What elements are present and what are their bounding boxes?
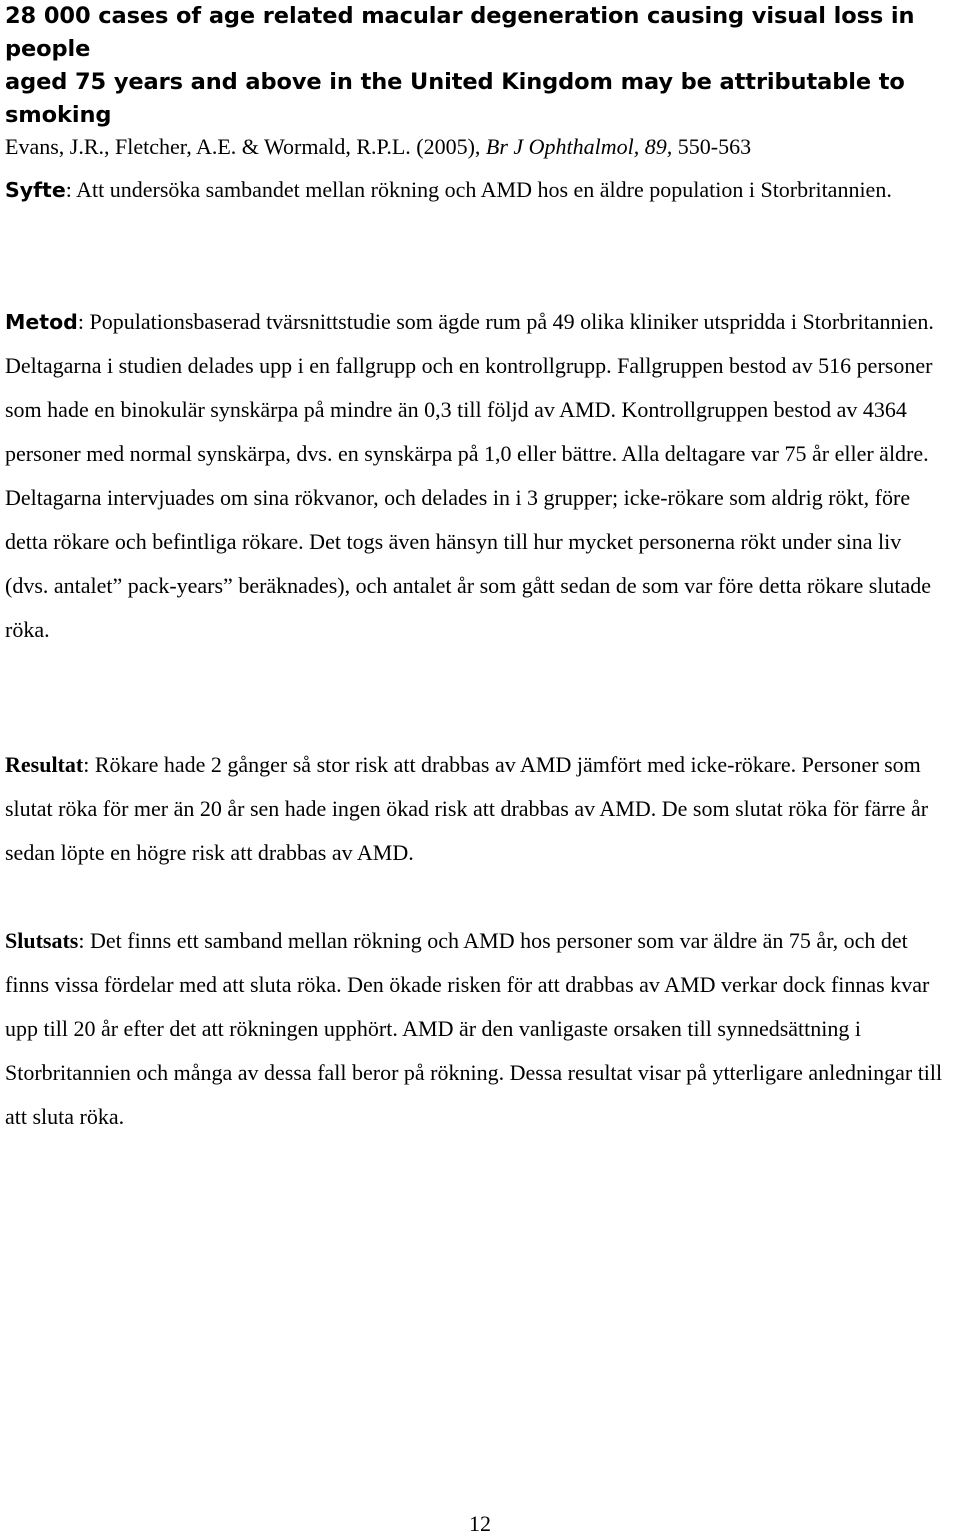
citation-pages: 550-563 (677, 134, 752, 159)
section-resultat (5, 743, 950, 875)
slutsats-text: : Det finns ett samband mellan rökning och AMD hos personer som var äldre än 75 år, och det finns vissa fördelar med att sluta röka. Den ökade risken för att drabbas av AMD verkar dock finnas kvar upp till 20 år efter det att rökningen upphört. AMD är den vanligaste orsaken till synnedsättning i Storbritannien och många av dessa fall beror på rökning. Dessa resultat visar på ytterligare anledningar till att sluta röka. (5, 928, 943, 1129)
metod-text: : Populationsbaserad tvärsnittstudie som ägde rum på 49 olika kliniker utspridda i Storbritannien. Deltagarna i studien delades upp i en fallgrupp och en kontrollgrupp. Fallgruppen bestod av 516 personer som hade en binokulär synskärpa på mindre än 0,3 till följd av AMD. Kontrollgruppen bestod av 4364 personer med normal synskärpa, dvs. en synskärpa på 1,0 eller bättre. Alla deltagare var 75 år eller äldre. Deltagarna intervjuades om sina rökvanor, och delades in i 3 grupper; icke-rökare som aldrig rökt, före detta rökare och befintliga rökare. Det togs även hänsyn till hur mycket personerna rökt under sina liv (dvs. antalet” pack-years” beräknades), och antalet år som gått sedan de som var före detta rökare slutade röka. (5, 309, 934, 642)
section-metod (5, 300, 950, 652)
citation-authors: Evans, J.R., Fletcher, A.E. & Wormald, R.P.L. (2005), (5, 134, 486, 159)
document-page (5, 0, 950, 1129)
page-number: 12 (469, 1511, 491, 1536)
metod-label: Metod (5, 310, 78, 334)
article-title (5, 0, 950, 132)
citation (5, 132, 950, 162)
slutsats-label: Slutsats (5, 928, 79, 953)
section-slutsats (5, 919, 950, 1139)
title-line-1: 28 000 cases of age related macular degeneration causing visual loss in people (5, 3, 915, 62)
resultat-label: Resultat (5, 752, 84, 777)
resultat-text: : Rökare hade 2 gånger så stor risk att drabbas av AMD jämfört med icke-rökare. Personer som slutat röka för mer än 20 år sen hade ingen ökad risk att drabbas av AMD. De som slutat röka för färre år sedan löpte en högre risk att drabbas av AMD. (5, 752, 929, 865)
citation-journal: Br J Ophthalmol, 89, (485, 134, 678, 159)
syfte-label: Syfte (5, 178, 66, 202)
title-line-2: aged 75 years and above in the United Kingdom may be attributable to smoking (5, 69, 905, 128)
section-syfte (5, 168, 950, 212)
syfte-text: : Att undersöka sambandet mellan rökning och AMD hos en äldre population i Storbritannien. (65, 177, 892, 202)
